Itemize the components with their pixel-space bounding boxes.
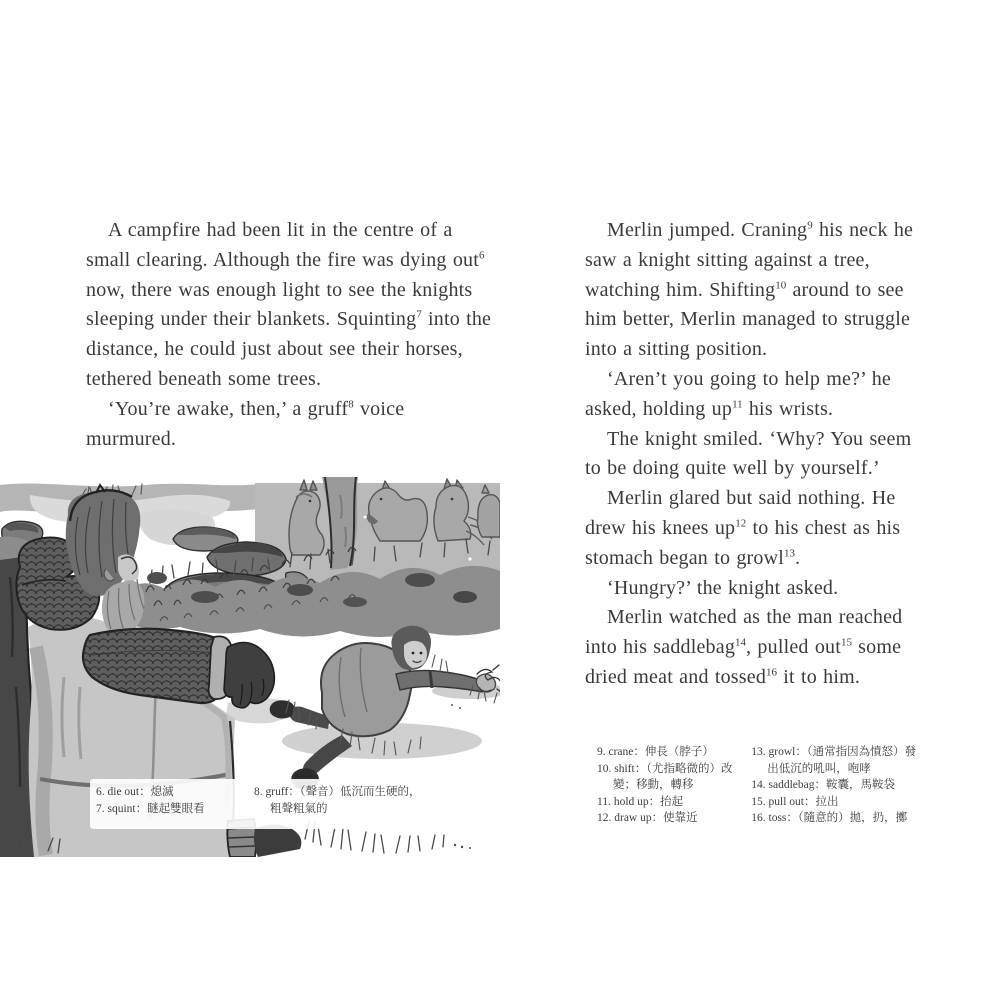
left-footnote-box	[90, 779, 438, 829]
right-footnote-block	[597, 744, 919, 827]
gauntlet-hand	[224, 643, 274, 708]
story-paragraph: Merlin watched as the man reached into his saddlebag$^{14}$, pulled out$^{15}$ some dried meat and tossed$^{16}$ it to him.	[585, 606, 903, 688]
footnote-entry: 8. gruff：（聲音）低沉而生硬的，粗聲粗氣的	[254, 786, 421, 815]
footnote-entry: 11. hold up：抬起	[597, 795, 684, 808]
merlin-figure	[270, 626, 500, 790]
footnote-ref: 11	[732, 398, 743, 411]
footnote-entry: 15. pull out：拉出	[751, 795, 839, 808]
footnote-entry: 14. saddlebag：鞍囊，馬鞍袋	[751, 779, 895, 791]
right-footnotes-column-1	[597, 744, 743, 827]
footnote-ref: 15	[840, 636, 852, 649]
footnote-entry: 16. toss：（隨意的）拋，扔，擲	[751, 812, 908, 824]
story-paragraph: The knight smiled. ‘Why? You seem to be doing quite well by yourself.’	[585, 427, 912, 480]
left-footnotes-column-2	[254, 784, 430, 824]
story-paragraph: ‘Hungry?’ the knight asked.	[607, 576, 839, 599]
story-paragraph: Merlin jumped. Craning$^9$ his neck he saw a knight sitting against a tree, watching him. Shifting$^{10}$ around to see him better, Merlin managed to struggle into a sitting position.	[585, 219, 914, 361]
right-footnotes-column-2	[751, 744, 919, 827]
footnote-entry: 12. draw up：使靠近	[597, 812, 698, 824]
left-page-text	[86, 216, 496, 454]
footnote-entry: 9. crane：伸長（脖子）	[597, 746, 714, 758]
footnote-ref: 16	[766, 666, 778, 679]
knight-boot	[254, 825, 301, 858]
left-footnotes-column-1	[96, 784, 244, 824]
footnote-entry: 6. die out：熄滅	[96, 786, 174, 798]
footnote-ref: 6	[479, 249, 485, 262]
story-paragraph: A campfire had been lit in the centre of a small clearing. Although the fire was dying out$^6$ now, there was enough light to see the knights sleeping under their blankets. Squinting$^7$ into the distance, he could just about see their horses, tethered beneath some trees.	[86, 219, 492, 390]
merlin-boot	[270, 700, 295, 718]
footnote-ref: 13	[784, 547, 796, 560]
right-page-text	[585, 216, 917, 693]
footnote-entry: 7. squint：瞇起雙眼看	[96, 802, 205, 815]
story-paragraph: ‘Aren’t you going to help me?’ he asked, holding $up^{11}$ his wrists.	[585, 367, 892, 420]
footnote-ref: 14	[735, 636, 747, 649]
footnote-entry: 10. shift：（尤指略微的）改變；移動，轉移	[597, 762, 733, 791]
footnote-ref: 10	[775, 278, 787, 291]
footnote-ref: 9	[807, 219, 813, 232]
story-paragraph: ‘You’re awake, then,’ a gruff$^8$ voice murmured.	[86, 397, 405, 450]
footnote-ref: 8	[348, 398, 354, 411]
story-paragraph: Merlin glared but said nothing. He drew his knees $up^{12}$ to his chest as his stomach began to growl$^{13}$.	[585, 487, 901, 569]
footnote-entry: 13. growl：（通常指因為憤怒）發出低沉的吼叫，咆哮	[751, 746, 917, 775]
footnote-ref: 7	[416, 308, 422, 321]
footnote-ref: 12	[735, 517, 747, 530]
